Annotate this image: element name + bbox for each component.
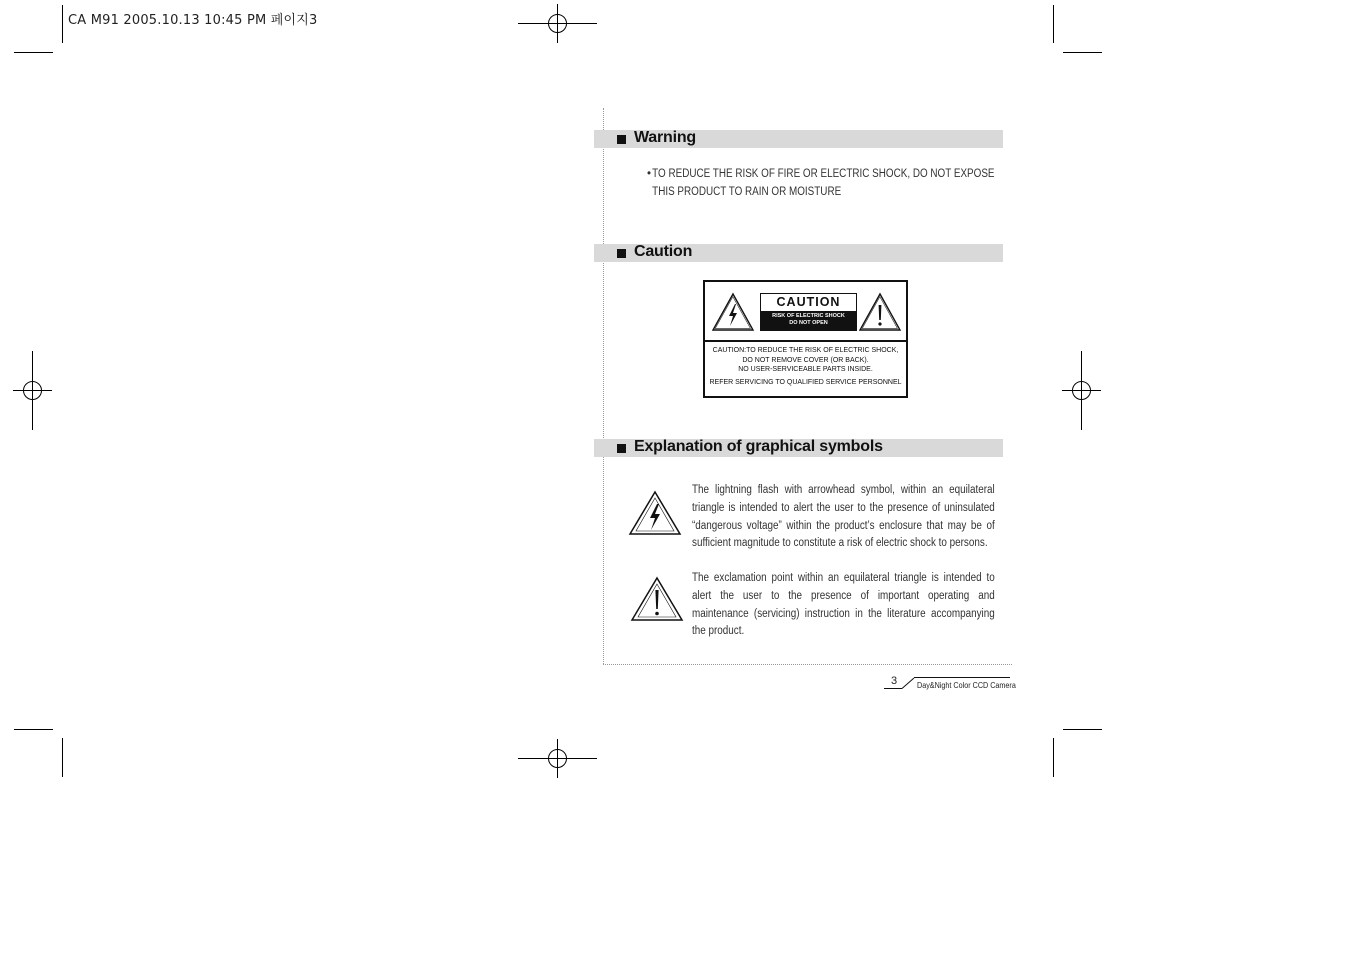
heading-square-icon (617, 135, 626, 144)
symbols-title: Explanation of graphical symbols (634, 438, 883, 455)
page-trim-bottom (603, 664, 1012, 665)
caution-label-top (705, 282, 906, 342)
lightning-explanation (692, 482, 995, 553)
page-trim-left (603, 108, 604, 664)
caution-label-graphic (703, 280, 908, 398)
caution-sub-line-2: DO NOT OPEN (789, 320, 828, 326)
lightning-triangle-icon (628, 490, 682, 536)
warning-text (647, 165, 997, 201)
registration-mark-icon (518, 4, 598, 44)
caution-line-2: DO NOT REMOVE COVER (OR BACK). (742, 356, 869, 364)
caution-word: CAUTION (776, 295, 841, 309)
bullet-icon: • (647, 168, 652, 180)
exclamation-explanation-text: The exclamation point within an equilateral triangle is intended to alert the user to the presence of important operating and maintenance (servicing) instruction in the literature accompanying the product. (692, 572, 995, 638)
exclamation-triangle-icon (630, 576, 684, 622)
manual-title: Day&Night Color CCD Camera (917, 681, 1016, 690)
caution-subtitle (761, 311, 856, 330)
heading-square-icon (617, 249, 626, 258)
exclamation-triangle-icon (858, 292, 902, 332)
registration-mark-icon (518, 739, 598, 779)
heading-square-icon (617, 444, 626, 453)
print-header: CA M91 2005.10.13 10:45 PM 페이지3 (68, 13, 318, 28)
page-number: 3 (891, 675, 898, 687)
registration-mark-icon (13, 351, 53, 431)
caution-line-3: NO USER-SERVICEABLE PARTS INSIDE. (738, 366, 873, 373)
caution-line-1: CAUTION:TO REDUCE THE RISK OF ELECTRIC SHOCK, (712, 347, 899, 354)
caution-line-4: REFER SERVICING TO QUALIFIED SERVICE PERSONNEL (709, 378, 902, 386)
caution-title: Caution (634, 243, 693, 260)
lightning-triangle-icon (711, 292, 755, 332)
warning-body: TO REDUCE THE RISK OF FIRE OR ELECTRIC SHOCK, DO NOT EXPOSE THIS PRODUCT TO RAIN OR MOISTURE (652, 168, 995, 198)
warning-heading (594, 130, 1003, 148)
exclamation-explanation (692, 570, 995, 641)
registration-mark-icon (1062, 351, 1102, 431)
caution-word-box (760, 293, 857, 331)
warning-title: Warning (634, 129, 696, 146)
lightning-explanation-text: The lightning flash with arrowhead symbol, within an equilateral triangle is intended to alert the user to the presence of uninsulated “dangerous voltage” within the product’s enclosure that may be of sufficient magnitude to constitute a risk of electric shock to persons. (692, 484, 995, 550)
caution-heading (594, 244, 1003, 262)
caution-sub-line-1: RISK OF ELECTRIC SHOCK (772, 313, 845, 319)
caution-label-text (705, 346, 906, 387)
symbols-heading (594, 439, 1003, 457)
